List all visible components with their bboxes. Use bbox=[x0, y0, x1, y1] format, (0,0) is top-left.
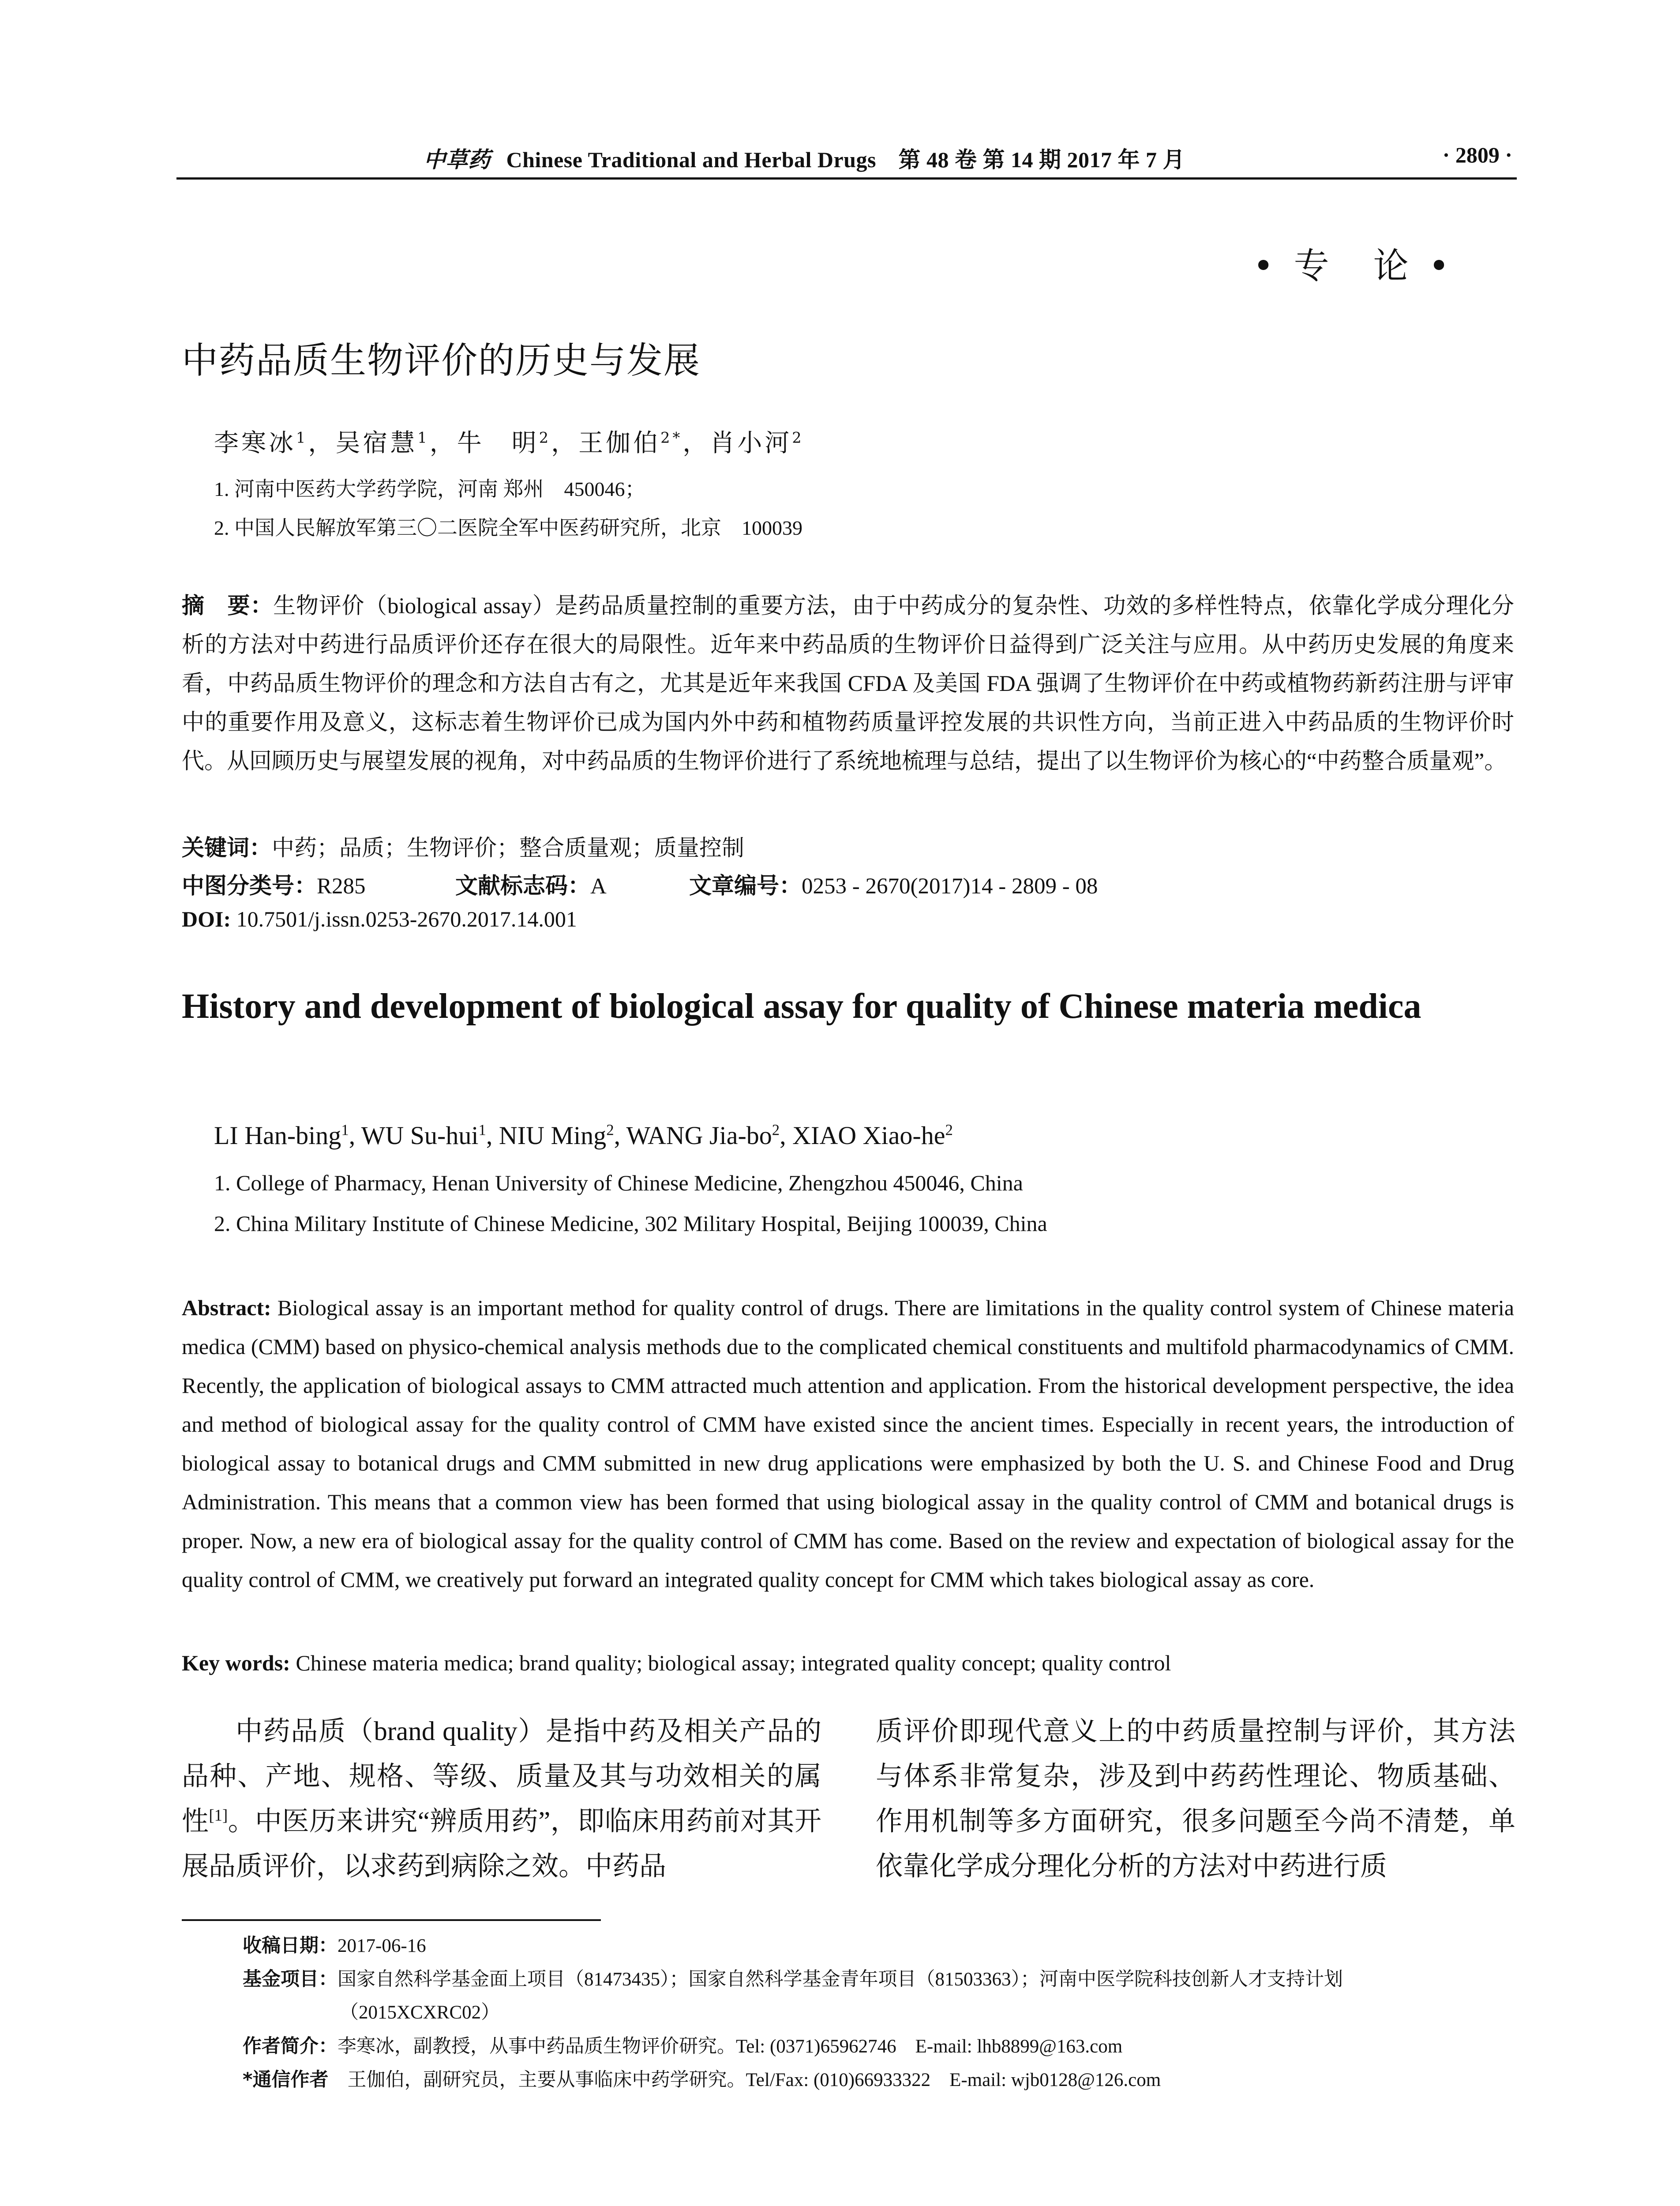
footnote-fund-value: 国家自然科学基金面上项目（81473435）；国家自然科学基金青年项目（81503363）；河南中医学院科技创新人才支持计划 bbox=[338, 1969, 1343, 1990]
abstract-en bbox=[182, 1288, 1514, 1599]
document-code-label: 文献标志码： bbox=[455, 873, 591, 899]
abstract-cn-label: 摘 要： bbox=[182, 593, 274, 619]
abstract-en-text: Biological assay is an important method for quality control of drugs. There are limitations in the quality control system of Chinese materia medica (CMM) based on physico-chemical analysis methods due to the complicated chemical constituents and multifold pharmacodynamics of CMM. Recently, the application of biological assays to CMM attracted much attention and application. From the historical development perspective, the idea and method of biological assay for the quality control of CMM have existed since the ancient times. Especially in recent years, the introduction of biological assay to botanical drugs and CMM submitted in new drug applications were emphasized by both the U. S. and Chinese Food and Drug Administration. This means that a common view has been formed that using biological assay in the quality control of CMM and botanical drugs is proper. Now, a new era of biological assay for the quality control of CMM has come. Based on the review and expectation of biological assay for the quality control of CMM, we creatively put forward an integrated quality concept for CMM which takes biological assay as core. bbox=[182, 1295, 1515, 1592]
affiliation-en-1: 1. College of Pharmacy, Henan University of Chinese Medicine, Zhengzhou 450046, China bbox=[214, 1171, 1023, 1195]
article-number-value: 0253 - 2670(2017)14 - 2809 - 08 bbox=[802, 874, 1098, 899]
footnote-fund-continued: （2015XCXRC02） bbox=[340, 2002, 500, 2023]
keywords-en-label: Key words: bbox=[182, 1651, 290, 1675]
column-tag: • 专 论 • bbox=[1253, 245, 1454, 286]
keywords-cn-label: 关键词： bbox=[182, 835, 272, 861]
journal-line bbox=[424, 142, 1185, 174]
title-cn: 中药品质生物评价的历史与发展 bbox=[182, 340, 701, 382]
abstract-cn-text: 生物评价（biological assay）是药品质量控制的重要方法，由于中药成分的复杂性、功效的多样性特点，依靠化学成分理化分析的方法对中药进行品质评价还存在很大的局限性。近年来中药品质的生物评价日益得到广泛关注与应用。从中药历史发展的角度来看，中药品质生物评价的理念和方法自古有之，尤其是近年来我国 CFDA 及美国 FDA 强调了生物评价在中药或植物药新药注册与评审中的重要作用及意义，这标志着生物评价已成为国内外中药和植物药质量评控发展的共识性方向，当前正进入中药品质的生物评价时代。从回顾历史与展望发展的视角，对中药品质的生物评价进行了系统地梳理与总结，提出了以生物评价为核心的“中药整合质量观”。 bbox=[182, 594, 1514, 774]
keywords-en bbox=[182, 1650, 1171, 1676]
journal-issue: Chinese Traditional and Herbal Drugs 第 48 卷 第 14 期 2017 年 7 月 bbox=[506, 147, 1185, 172]
author-cn-name: 牛 明 bbox=[457, 429, 539, 458]
author-cn-affiliation-mark: 2* bbox=[660, 429, 683, 446]
page-number: · 2809 · bbox=[1442, 143, 1512, 167]
author-cn-affiliation-mark: 2 bbox=[539, 429, 551, 446]
body-text: 中药品质（brand quality）是指中药及相关产品的品种、产地、规格、等级、质量及其与功效相关的属性 bbox=[182, 1717, 821, 1836]
author-en-separator: , bbox=[349, 1121, 361, 1150]
running-header bbox=[176, 142, 1517, 177]
keywords-cn-text: 中药；品质；生物评价；整合质量观；质量控制 bbox=[272, 836, 745, 861]
author-cn-name: 李寒冰 bbox=[214, 429, 296, 458]
doi-line bbox=[182, 906, 577, 932]
footnote-corresponding bbox=[243, 2063, 1161, 2097]
affiliation-en-2: 2. China Military Institute of Chinese Medicine, 302 Military Hospital, Beijing 100039, China bbox=[214, 1211, 1047, 1236]
author-en-name: NIU Ming bbox=[499, 1121, 607, 1150]
classification-line bbox=[182, 867, 1514, 900]
doi-value: 10.7501/j.issn.0253-2670.2017.14.001 bbox=[236, 907, 577, 931]
footnote-received-label: 收稿日期： bbox=[243, 1935, 338, 1957]
author-en-separator: , bbox=[486, 1121, 499, 1150]
body-column-left bbox=[182, 1709, 821, 1889]
author-en-affiliation-mark: 1 bbox=[478, 1121, 486, 1139]
footnote-author bbox=[243, 2030, 1122, 2063]
header-rule bbox=[176, 177, 1517, 180]
abstract-en-label: Abstract: bbox=[182, 1295, 271, 1320]
doi-label: DOI: bbox=[182, 907, 231, 931]
footnote-author-label: 作者简介： bbox=[243, 2035, 338, 2057]
document-code bbox=[455, 867, 689, 900]
author-en-affiliation-mark: 1 bbox=[341, 1121, 349, 1139]
footnote-received bbox=[243, 1929, 426, 1963]
author-en-name: WU Su-hui bbox=[361, 1121, 479, 1150]
author-en-separator: , bbox=[614, 1121, 626, 1150]
author-cn-name: 肖小河 bbox=[710, 429, 792, 458]
footnote-fund bbox=[243, 1962, 1343, 1996]
author-cn-affiliation-mark: 2 bbox=[792, 429, 804, 446]
author-cn-separator: ， bbox=[682, 429, 710, 458]
body-column-right: 质评价即现代意义上的中药质量控制与评价，其方法与体系非常复杂，涉及到中药药性理论、物质基础、作用机制等多方面研究，很多问题至今尚不清楚，单依靠化学成分理化分析的方法对中药进行质 bbox=[876, 1717, 1515, 1881]
authors-en bbox=[214, 1121, 953, 1150]
citation-ref[interactable]: [1] bbox=[209, 1806, 228, 1824]
clc-value: R285 bbox=[317, 874, 366, 899]
footnote-rule bbox=[182, 1919, 601, 1921]
clc-number bbox=[182, 867, 455, 900]
footnote-fund-label: 基金项目： bbox=[243, 1968, 338, 1990]
author-en-name: WANG Jia-bo bbox=[626, 1121, 772, 1150]
authors-cn bbox=[214, 424, 804, 459]
keywords-en-text: Chinese materia medica; brand quality; biological assay; integrated quality concept; quality control bbox=[296, 1651, 1171, 1675]
affiliation-cn-2: 2. 中国人民解放军第三〇二医院全军中医药研究所，北京 100039 bbox=[214, 517, 802, 539]
author-en-affiliation-mark: 2 bbox=[945, 1121, 953, 1139]
author-cn-separator: ， bbox=[308, 429, 336, 458]
article-number-label: 文章编号： bbox=[689, 873, 802, 899]
author-cn-affiliation-mark: 1 bbox=[296, 429, 308, 446]
author-en-affiliation-mark: 2 bbox=[606, 1121, 614, 1139]
author-cn-separator: ， bbox=[551, 429, 579, 458]
affiliation-cn-1: 1. 河南中医药大学药学院，河南 郑州 450046； bbox=[214, 478, 645, 500]
keywords-cn bbox=[182, 829, 744, 862]
author-en-affiliation-mark: 2 bbox=[772, 1121, 780, 1139]
author-cn-affiliation-mark: 1 bbox=[417, 429, 430, 446]
author-cn-separator: ， bbox=[429, 429, 457, 458]
article-number bbox=[689, 867, 1098, 900]
body-text: 。中医历来讲究“辨质用药”，即临床用药前对其开展品质评价，以求药到病除之效。中药品 bbox=[182, 1807, 821, 1881]
footnote-received-value: 2017-06-16 bbox=[338, 1936, 426, 1956]
footnote-author-value: 李寒冰，副教授，从事中药品质生物评价研究。Tel: (0371)65962746 E-mail: lhb8899@163.com bbox=[338, 2036, 1123, 2057]
document-code-value: A bbox=[590, 874, 607, 899]
author-cn-name: 王伽伯 bbox=[578, 429, 661, 458]
abstract-cn bbox=[182, 587, 1514, 781]
author-en-name: XIAO Xiao-he bbox=[792, 1121, 945, 1150]
title-en: History and development of biological assay for quality of Chinese materia medica bbox=[182, 987, 1421, 1026]
footnote-corresponding-label: *通信作者 bbox=[243, 2069, 329, 2091]
author-en-separator: , bbox=[780, 1121, 793, 1150]
author-en-name: LI Han-bing bbox=[214, 1121, 341, 1150]
author-cn-name: 吴宿慧 bbox=[335, 429, 418, 458]
footnote-corresponding-value: 王伽伯，副研究员，主要从事临床中药学研究。Tel/Fax: (010)66933322 E-mail: wjb0128@126.com bbox=[347, 2070, 1161, 2090]
clc-label: 中图分类号： bbox=[182, 873, 317, 899]
journal-logo: 中草药 bbox=[424, 147, 491, 172]
